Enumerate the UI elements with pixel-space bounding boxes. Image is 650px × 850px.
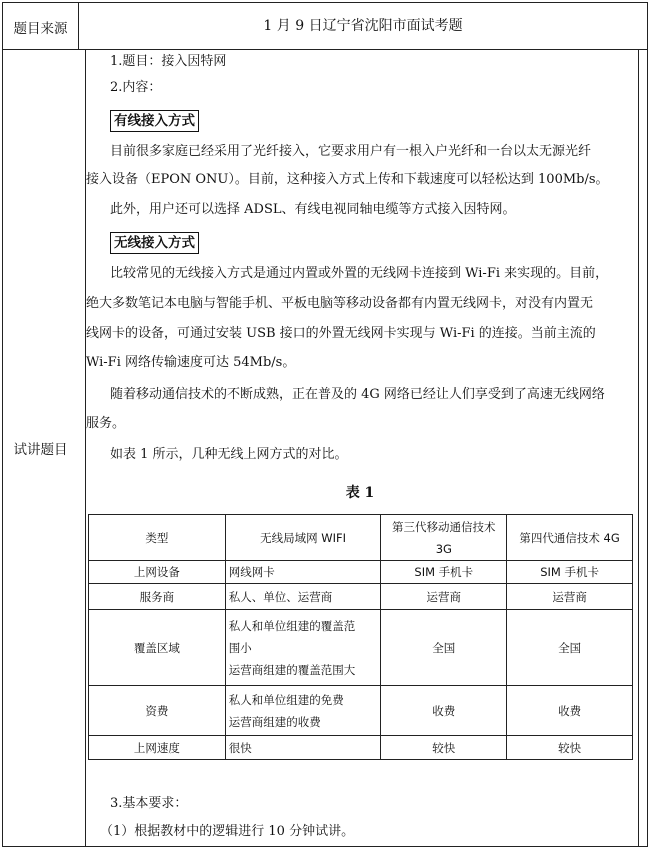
table-cell: 全国	[507, 610, 633, 686]
table-row	[89, 610, 633, 686]
source-label: 题目来源	[13, 21, 68, 37]
table-cell	[225, 610, 381, 686]
table-cell: 资费	[89, 686, 226, 736]
table-intro: 如表 1 所示，几种无线上网方式的对比。	[110, 447, 348, 462]
table-cell-text: 运营商组建的覆盖范围大	[228, 662, 356, 677]
wired-paragraph-line: 目前很多家庭已经采用了光纤接入，它要求用户有一根入户光纤和一台以太无源光纤	[110, 144, 592, 159]
wired-heading: 有线接入方式	[110, 110, 199, 132]
table-row	[89, 686, 633, 736]
table-header-cell: 第四代通信技术 4G	[507, 515, 633, 561]
exam-document	[2, 2, 648, 847]
table-cell-text: 运营商组建的收费	[228, 714, 321, 729]
table-cell: SIM 手机卡	[507, 561, 633, 584]
table-header-cell: 无线局域网 WIFI	[225, 515, 381, 561]
table-cell: 服务商	[89, 584, 226, 610]
table-caption: 表 1	[345, 485, 375, 501]
section-label-cell	[3, 50, 78, 846]
table-cell	[225, 686, 381, 736]
content-cell	[85, 50, 639, 846]
header-label-cell	[3, 3, 79, 49]
wireless-paragraph-line: 线网卡的设备，可通过安装 USB 接口的外置无线网卡实现与 Wi-Fi 的连接。当前主流的	[86, 326, 596, 341]
table-row	[89, 584, 633, 610]
table-cell: SIM 手机卡	[381, 561, 507, 584]
wireless-paragraph-line: 比较常见的无线接入方式是通过内置或外置的无线网卡连接到 Wi-Fi 来实现的。目前，	[110, 266, 609, 281]
wireless-paragraph-line: 随着移动通信技术的不断成熟，正在普及的 4G 网络已经让人们享受到了高速无线网络	[110, 387, 605, 402]
table-cell: 较快	[381, 736, 507, 760]
wireless-heading: 无线接入方式	[110, 232, 199, 254]
item-1: 1.题目：接入因特网	[110, 54, 227, 69]
table-cell: 运营商	[507, 584, 633, 610]
header-row	[3, 3, 647, 50]
table-cell-text: 私人和单位组建的覆盖范	[228, 618, 356, 633]
table-cell: 上网设备	[89, 561, 226, 584]
table-cell: 网线网卡	[225, 561, 381, 584]
table-cell: 上网速度	[89, 736, 226, 760]
table-cell-text: 私人和单位组建的免费	[228, 692, 344, 707]
table-cell: 全国	[381, 610, 507, 686]
item-2: 2.内容：	[110, 80, 162, 95]
wired-paragraph-line: 此外，用户还可以选择 ADSL、有线电视同轴电缆等方式接入因特网。	[110, 202, 516, 217]
wired-paragraph-line: 接入设备（EPON ONU）。目前，这种接入方式上传和下载速度可以轻松达到 100Mb/s。	[86, 172, 609, 187]
body-row	[3, 50, 647, 846]
table-header-cell: 类型	[89, 515, 226, 561]
table-cell: 很快	[225, 736, 381, 760]
table-cell: 收费	[507, 686, 633, 736]
table-cell: 覆盖区域	[89, 610, 226, 686]
table-header-text: 第三代移动通信技术	[392, 519, 496, 534]
table-cell-text: 围小	[228, 640, 252, 655]
table-header-text: 3G	[435, 541, 452, 556]
page-title: 1 月 9 日辽宁省沈阳市面试考题	[263, 18, 463, 34]
item-3: 3.基本要求：	[110, 796, 188, 811]
table-header-row	[89, 515, 633, 561]
table-row	[89, 736, 633, 760]
table-header-cell	[381, 515, 507, 561]
wireless-paragraph-line: Wi-Fi 网络传输速度可达 54Mb/s。	[86, 355, 296, 370]
table-cell: 较快	[507, 736, 633, 760]
requirement-1: （1）根据教材中的逻辑进行 10 分钟试讲。	[100, 824, 355, 839]
table-cell: 运营商	[381, 584, 507, 610]
table-cell: 收费	[381, 686, 507, 736]
wireless-paragraph-line: 服务。	[86, 416, 126, 431]
table-cell: 私人、单位、运营商	[225, 584, 381, 610]
comparison-table	[88, 514, 633, 760]
section-label: 试讲题目	[13, 442, 68, 458]
wireless-paragraph-line: 绝大多数笔记本电脑与智能手机、平板电脑等移动设备都有内置无线网卡，对没有内置无	[86, 296, 594, 311]
table-row	[89, 561, 633, 584]
